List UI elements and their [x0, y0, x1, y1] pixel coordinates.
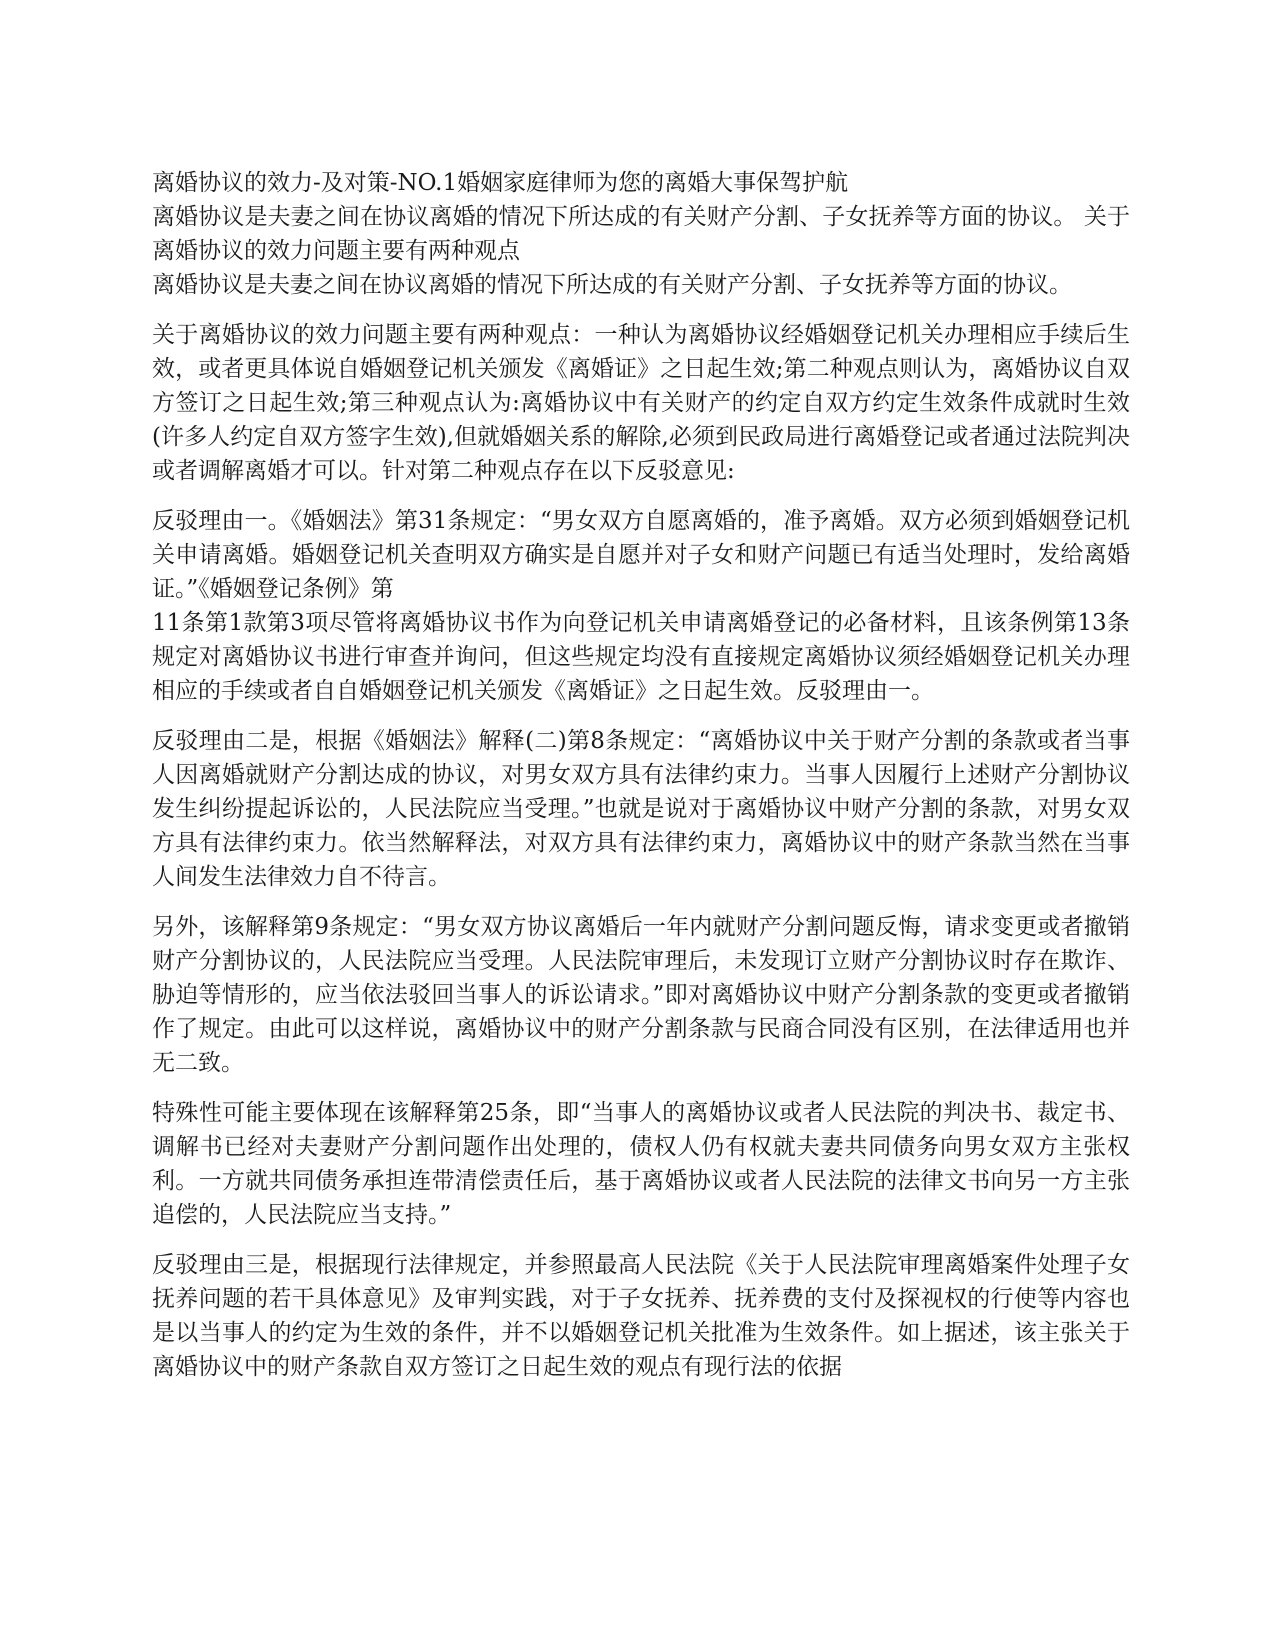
document-summary: 离婚协议是夫妻之间在协议离婚的情况下所达成的有关财产分割、子女抚养等方面的协议。 关于离婚协议的效力问题主要有两种观点	[152, 204, 1130, 264]
paragraph-rebuttal-one: 反驳理由一。《婚姻法》第31条规定：“男女双方自愿离婚的，准予离婚。双方必须到婚姻登记机关申请离婚。婚姻登记机关查明双方确实是自愿并对子女和财产问题已有适当处理时，发给离婚证。”《婚姻登记条例》第 11条第1款第3项尽管将离婚协议书作为向登记机关申请离婚登记的必备材料，且该条例第13条规定对离婚协议书进行审查并询问，但这些规定均没有直接规定离婚协议须经婚姻登记机关办理相应的手续或者自自婚姻登记机关颁发《离婚证》之日起生效。反驳理由一。	[152, 508, 1130, 704]
paragraph-definition: 离婚协议是夫妻之间在协议离婚的情况下所达成的有关财产分割、子女抚养等方面的协议。	[152, 272, 1072, 298]
paragraph-rebuttal-three: 反驳理由三是，根据现行法律规定，并参照最高人民法院《关于人民法院审理离婚案件处理子女抚养问题的若干具体意见》及审判实践，对于子女抚养、抚养费的支付及探视权的行使等内容也是以当事人的约定为生效的条件，并不以婚姻登记机关批准为生效条件。如上据述，该主张关于离婚协议中的财产条款自双方签订之日起生效的观点有现行法的依据	[152, 1252, 1130, 1380]
document-title: 离婚协议的效力-及对策-NO.1婚姻家庭律师为您的离婚大事保驾护航	[152, 170, 849, 196]
paragraph-article-nine: 另外，该解释第9条规定：“男女双方协议离婚后一年内就财产分割问题反悔，请求变更或者撤销财产分割协议的，人民法院应当受理。人民法院审理后，未发现订立财产分割协议时存在欺诈、胁迫等情形的，应当依法驳回当事人的诉讼请求。”即对离婚协议中财产分割条款的变更或者撤销作了规定。由此可以这样说，离婚协议中的财产分割条款与民商合同没有区别，在法律适用也并无二致。	[152, 914, 1130, 1076]
document-body	[152, 166, 1130, 1400]
paragraph-rebuttal-two: 反驳理由二是，根据《婚姻法》解释(二)第8条规定：“离婚协议中关于财产分割的条款或者当事人因离婚就财产分割达成的协议，对男女双方具有法律约束力。当事人因履行上述财产分割协议发生纠纷提起诉讼的，人民法院应当受理。”也就是说对于离婚协议中财产分割的条款，对男女双方具有法律约束力。依当然解释法，对双方具有法律约束力，离婚协议中的财产条款当然在当事人间发生法律效力自不待言。	[152, 728, 1130, 890]
paragraph-viewpoints: 关于离婚协议的效力问题主要有两种观点：一种认为离婚协议经婚姻登记机关办理相应手续后生效，或者更具体说自婚姻登记机关颁发《离婚证》之日起生效;第二种观点则认为，离婚协议自双方签订之日起生效;第三种观点认为:离婚协议中有关财产的约定自双方约定生效条件成就时生效(许多人约定自双方签字生效),但就婚姻关系的解除,必须到民政局进行离婚登记或者通过法院判决或者调解离婚才可以。针对第二种观点存在以下反驳意见:	[152, 322, 1130, 484]
paragraph-article-twenty-five: 特殊性可能主要体现在该解释第25条，即“当事人的离婚协议或者人民法院的判决书、裁定书、调解书已经对夫妻财产分割问题作出处理的，债权人仍有权就夫妻共同债务向男女双方主张权利。一方就共同债务承担连带清偿责任后，基于离婚协议或者人民法院的法律文书向另一方主张追偿的，人民法院应当支持。”	[152, 1100, 1130, 1228]
